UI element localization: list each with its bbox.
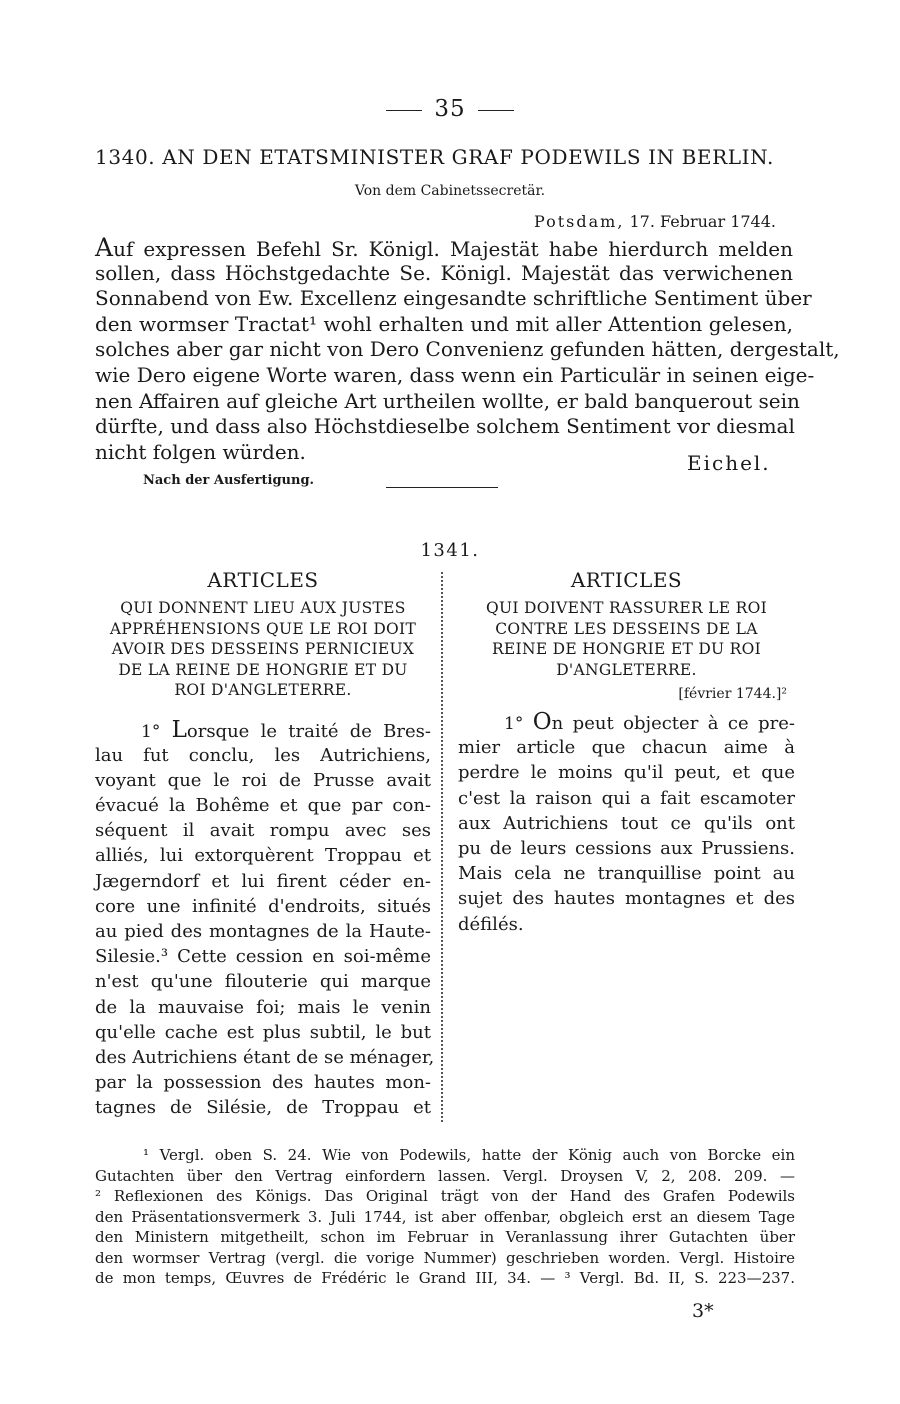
dateline-date: 17. Februar 1744. [629,212,776,231]
footnote-line: Gutachten über den Vertrag einfordern lassen. Vergl. Droysen V, 2, 208. 209. — [95,1166,795,1185]
right-body-line: pu de leurs cessions aux Prussiens. [458,837,795,859]
page-number-text: 35 [434,96,466,122]
footnotes [95,1145,795,1289]
right-subtitle-line: QUI DOIVENT RASSURER LE ROI [485,599,768,617]
left-body-line-first [95,718,431,743]
right-body-line: Mais cela ne tranquillise point au [458,863,795,885]
initial-letter: O [532,709,552,735]
right-body-line: mier article que chacun aime à [458,737,795,759]
left-body-line: voyant que le roi de Prusse avait [95,769,431,791]
dateline-place: Potsdam, [533,212,625,231]
left-body-line: séquent il avait rompu avec ses [95,820,431,842]
column-divider [441,572,443,1122]
letter-signature: Eichel. [687,451,771,475]
right-column [458,568,795,937]
left-body-line: évacué la Bohême et que par con- [95,795,431,817]
left-column [95,568,435,1121]
page-number-dash-left [386,110,422,111]
left-body-line: Silesie.³ Cette cession en soi-même [95,946,431,968]
left-body-line: Jægerndorf et lui firent céder en- [95,870,431,892]
letter-body-line: wie Dero eigene Worte waren, dass wenn ein Particulär in seinen eige- [95,362,815,387]
letter-body-line: nicht folgen würden. [95,439,306,464]
left-body-text: Lorsque le traité de Bres- [171,716,431,743]
left-body-line: au pied des montagnes de la Haute- [95,921,431,942]
left-body-line: lau fut conclu, les Autrichiens, [95,744,431,766]
right-column-title: ARTICLES [570,568,683,592]
right-body-text: On peut objecter à ce pre- [532,709,795,735]
footnote-line: den wormser Vertrag (vergl. die vorige Nummer) geschrieben worden. Vergl. Histoire [95,1248,795,1267]
left-subtitle-line: QUI DONNENT LIEU AUX JUSTES [120,599,406,617]
left-body-line: des Autrichiens étant de se ménager, [95,1046,435,1068]
right-body-line: perdre le moins qu'il peut, et que [458,762,795,784]
left-column-paragraph [95,716,435,1121]
right-column-paragraph [458,710,795,937]
letter-heading: 1340. AN DEN ETATSMINISTER GRAF PODEWILS IN BERLIN. [95,145,774,169]
right-body-line: défilés. [458,913,524,935]
initial-letter: A [95,233,114,262]
footnote-line: de mon temps, Œuvres de Frédéric le Grand III, 34. — ³ Vergl. Bd. II, S. 223—237. [95,1269,795,1287]
left-subtitle-line: DE LA REINE DE HONGRIE ET DU [118,660,408,679]
right-subtitle-line: CONTRE LES DESSEINS DE LA [495,619,758,638]
letter-body-line: Auf expressen Befehl Sr. Königl. Majestät habe hierdurch melden [95,233,793,262]
right-column-subtitle [458,598,795,680]
letter-body-line: sollen, dass Höchstgedachte Se. Königl. Majestät das verwichenen [95,260,793,285]
footnote-line: ² Reflexionen des Königs. Das Original trägt von der Hand des Grafen Podewils [95,1187,795,1205]
right-body-line: c'est la raison qui a fait escamoter [458,787,795,809]
letter-body-line: dürfte, und dass also Höchstdieselbe solchem Sentiment vor diesmal [95,414,795,439]
letter-body [95,233,840,465]
right-date-note: [février 1744.]² [678,686,787,702]
left-subtitle-line: ROI D'ANGLETERRE. [174,681,352,699]
letter-body-line: den wormser Tractat¹ wohl erhalten und mit aller Attention gelesen, [95,311,793,336]
right-body-line-first [458,710,795,735]
footnote-line: den Präsentationsvermerk 3. Juli 1744, ist aber offenbar, obgleich erst an diesem Tage [95,1207,795,1226]
right-body-line: sujet des hautes montagnes et des [458,888,795,910]
letter-body-line: Sonnabend von Ew. Excellenz eingesandte schriftliche Sentiment über [95,286,812,311]
document-number: 1341. [420,540,480,561]
letter-dateline [534,212,776,231]
right-body-line: aux Autrichiens tout ce qu'ils ont [458,812,795,834]
left-body-line: core une infinité d'endroits, situés [95,895,431,917]
signature-mark: 3* [692,1300,714,1322]
left-body-line: de la mauvaise foi; mais le venin [95,996,431,1018]
letter-body-line: solches aber gar nicht von Dero Convenienz gefunden hätten, dergestalt, [95,337,840,362]
left-body-line: tagnes de Silésie, de Troppau et [95,1097,431,1119]
section-divider-rule [386,487,498,488]
footnote-line: den Ministern mitgetheilt, schon im Februar in Veranlassung ihrer Gutachten über [95,1228,795,1246]
letter-body-line: nen Affairen auf gleiche Art urtheilen wollte, er bald banquerout sein [95,388,800,413]
page-number-dash-right [478,110,514,111]
right-item-number: 1° [504,714,524,734]
page-number [0,96,900,122]
left-body-line: alliés, lui extorquèrent Troppau et [95,845,431,867]
source-note: Nach der Ausfertigung. [143,473,315,488]
left-column-title: ARTICLES [207,568,319,592]
left-subtitle-line: AVOIR DES DESSEINS PERNICIEUX [111,640,415,658]
right-subtitle-line: D'ANGLETERRE. [556,660,697,679]
left-body-line: n'est qu'une filouterie qui marque [95,971,431,993]
left-body-line: par la possession des hautes mon- [95,1072,431,1094]
left-column-subtitle [95,598,431,701]
left-item-number: 1° [141,721,161,742]
letter-subheading: Von dem Cabinetssecretär. [354,183,546,199]
footnote-line: ¹ Vergl. oben S. 24. Wie von Podewils, hatte der König auch von Borcke ein [143,1146,795,1164]
left-body-line: qu'elle cache est plus subtil, le but [95,1021,431,1043]
left-subtitle-line: APPRÉHENSIONS QUE LE ROI DOIT [109,619,417,638]
right-subtitle-line: REINE DE HONGRIE ET DU ROI [491,640,762,658]
initial-letter: L [171,716,187,743]
